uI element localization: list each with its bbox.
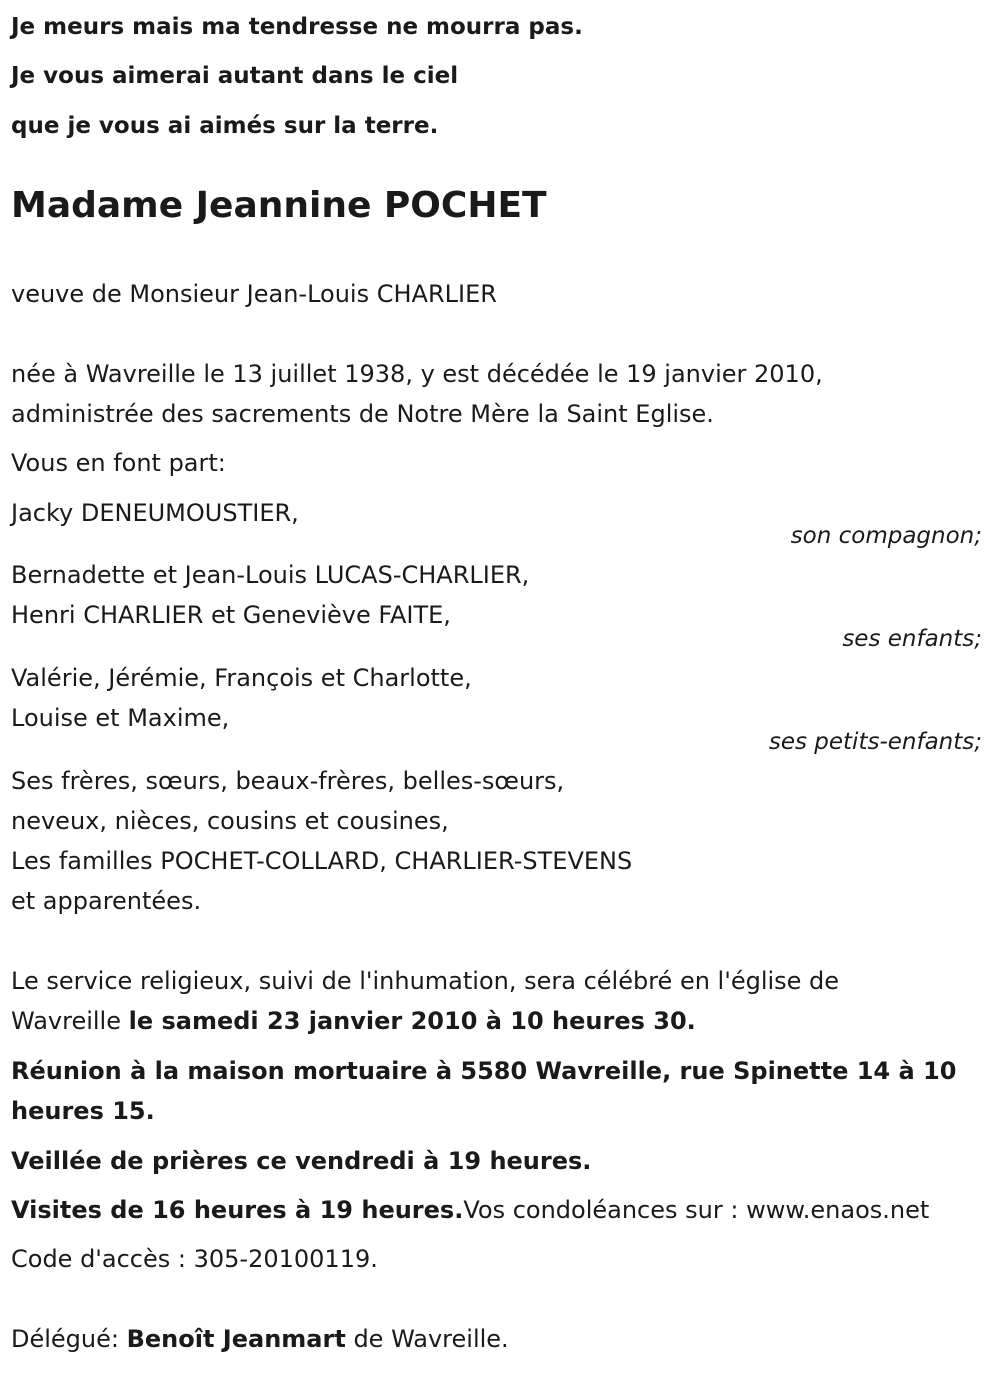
visits-line	[11, 1195, 929, 1225]
birth-death: née à Wavreille le 13 juillet 1938, y est décédée le 19 janvier 2010,	[11, 360, 823, 388]
grandchildren-relation: ses petits-enfants;	[768, 729, 982, 755]
service-line-1: Le service religieux, suivi de l'inhumation, sera célébré en l'église de	[11, 967, 840, 995]
widow-of: veuve de Monsieur Jean-Louis CHARLIER	[11, 280, 497, 308]
child-line-1: Bernadette et Jean-Louis LUCAS-CHARLIER,	[11, 561, 530, 589]
grandchild-line-2: Louise et Maxime,	[11, 704, 230, 732]
others-line-3: Les familles POCHET-COLLARD, CHARLIER-STEVENS	[11, 847, 633, 875]
deceased-name: Madame Jeannine POCHET	[11, 185, 547, 226]
announcement-intro: Vous en font part:	[11, 449, 226, 477]
service-place: Wavreille	[11, 1007, 129, 1035]
poem-line-3: que je vous ai aimés sur la terre.	[11, 113, 439, 139]
meeting-line-1: Réunion à la maison mortuaire à 5580 Wavreille, rue Spinette 14 à 10	[11, 1057, 957, 1085]
service-date: le samedi 23 janvier 2010 à 10 heures 30.	[128, 1007, 696, 1035]
delegate-label: Délégué:	[11, 1325, 127, 1353]
companion-relation: son compagnon;	[790, 523, 982, 549]
visits-hours: Visites de 16 heures à 19 heures.	[11, 1196, 464, 1224]
children-relation: ses enfants;	[842, 626, 982, 652]
service-line-2	[11, 1006, 696, 1036]
delegate-name: Benoît Jeanmart	[126, 1325, 346, 1353]
others-line-2: neveux, nièces, cousins et cousines,	[11, 807, 449, 835]
grandchild-line-1: Valérie, Jérémie, François et Charlotte,	[11, 664, 472, 692]
sacraments: administrée des sacrements de Notre Mère la Saint Eglise.	[11, 400, 714, 428]
delegate-line	[11, 1324, 509, 1354]
vigil: Veillée de prières ce vendredi à 19 heures.	[11, 1147, 592, 1175]
others-line-1: Ses frères, sœurs, beaux-frères, belles-sœurs,	[11, 767, 565, 795]
access-code: Code d'accès : 305-20100119.	[11, 1245, 378, 1273]
poem-line-2: Je vous aimerai autant dans le ciel	[11, 63, 459, 89]
condolences-link[interactable]: Vos condoléances sur : www.enaos.net	[463, 1196, 930, 1224]
child-line-2: Henri CHARLIER et Geneviève FAITE,	[11, 601, 451, 629]
poem-line-1: Je meurs mais ma tendresse ne mourra pas.	[11, 14, 583, 40]
meeting-line-2: heures 15.	[11, 1097, 155, 1125]
delegate-suffix: de Wavreille.	[345, 1325, 509, 1353]
others-line-4: et apparentées.	[11, 887, 202, 915]
companion-name: Jacky DENEUMOUSTIER,	[11, 499, 299, 527]
